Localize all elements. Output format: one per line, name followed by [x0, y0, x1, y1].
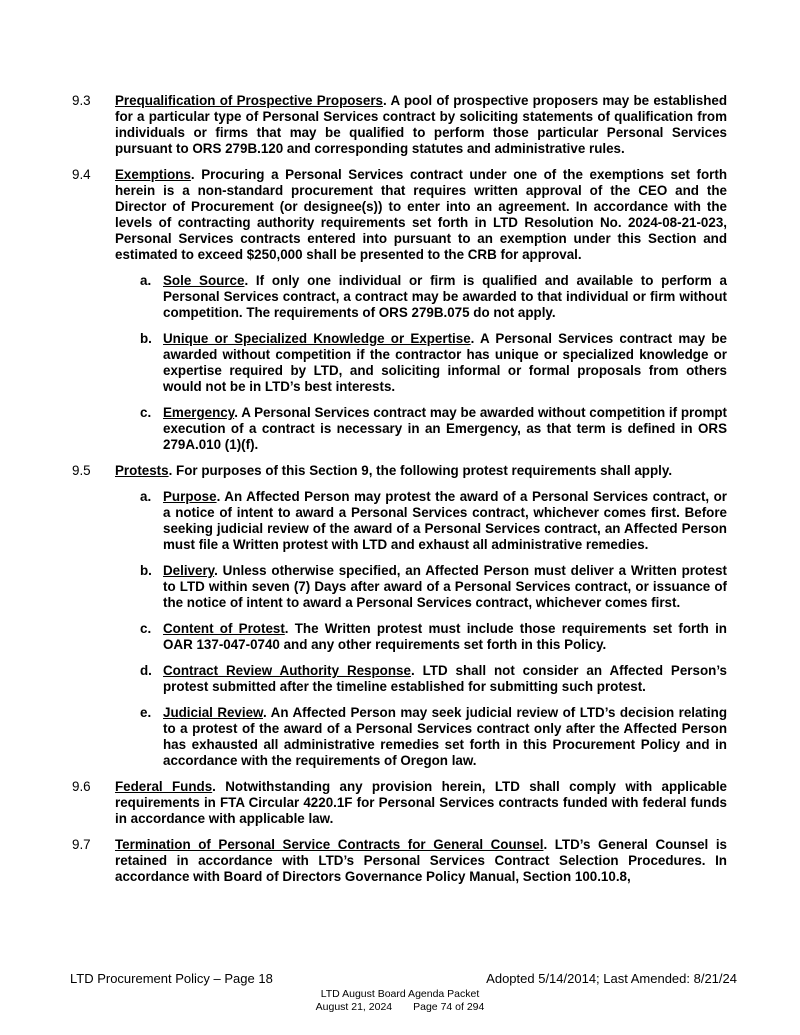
packet-title: LTD August Board Agenda Packet [320, 988, 480, 1000]
subitem-letter: a. [140, 273, 152, 288]
section-9-5 [72, 463, 727, 769]
subitem-c [140, 621, 727, 653]
subitem-a [140, 489, 727, 553]
section-9-4 [72, 167, 727, 453]
subitem-heading: Unique or Specialized Knowledge or Expertise [163, 331, 471, 346]
policy-body [72, 93, 727, 895]
subitem-heading: Sole Source [163, 273, 245, 288]
subitem-paragraph [163, 621, 727, 653]
section-paragraph [115, 779, 727, 827]
footer-doc-title: LTD Procurement Policy – Page 18 [70, 971, 273, 986]
subitem-heading: Contract Review Authority Response [163, 663, 411, 678]
subitem-text: . Unless otherwise specified, an Affected Person must deliver a Written protest to LTD within seven (7) Days after award of a Personal Services contract, or issuance of the notice of intent to award a Personal Services contract, whichever comes first. [163, 563, 727, 610]
subitem-letter: c. [140, 405, 152, 420]
section-number: 9.3 [72, 93, 91, 108]
section-text: . LTD’s General Counsel is retained in accordance with LTD’s Personal Services Contract Selection Procedures. In accordance with Board of Directors Governance Policy Manual, Section 100.10.8, [115, 837, 727, 884]
subitem-text: . A Personal Services contract may be awarded without competition if prompt execution of a contract is necessary in an Emergency, as that term is defined in ORS 279A.010 (1)(f). [163, 405, 727, 452]
subitem-letter: b. [140, 331, 152, 346]
section-heading: Prequalification of Prospective Proposers [115, 93, 383, 108]
subitem-c [140, 405, 727, 453]
packet-date: August 21, 2024 [315, 1000, 393, 1013]
subitem-d [140, 663, 727, 695]
section-number: 9.5 [72, 463, 91, 478]
section-9-6 [72, 779, 727, 827]
subitem-text: . LTD shall not consider an Affected Person’s protest submitted after the timeline established for submitting such protest. [163, 663, 727, 694]
section-heading: Federal Funds [115, 779, 213, 794]
section-heading: Termination of Personal Service Contracts for General Counsel [115, 837, 544, 852]
subitem-text: . An Affected Person may seek judicial review of LTD’s decision relating to a protest of the award of a Personal Services contract only after the Affected Person has exhausted all administrative remedies set forth in this Procurement Policy and in accordance with the requirements of Oregon law. [163, 705, 727, 768]
subitem-letter: e. [140, 705, 152, 720]
subitem-e [140, 705, 727, 769]
subitem-a [140, 273, 727, 321]
section-heading: Exemptions [115, 167, 191, 182]
subitem-text: . If only one individual or firm is qualified and available to perform a Personal Services contract, a contract may be awarded to that individual or firm without competition. The requirements of ORS 279B.075 do not apply. [163, 273, 727, 320]
section-9-3 [72, 93, 727, 157]
subitem-paragraph [163, 563, 727, 611]
subitem-paragraph [163, 273, 727, 321]
subitem-text: . A Personal Services contract may be awarded without competition if the contractor has unique or specialized knowledge or expertise required by LTD, and soliciting informal or formal proposals from others would not be in LTD’s best interests. [163, 331, 727, 394]
subitem-paragraph [163, 663, 727, 695]
subitem-heading: Judicial Review [163, 705, 263, 720]
subitem-heading: Delivery [163, 563, 215, 578]
section-number: 9.4 [72, 167, 91, 182]
section-number: 9.6 [72, 779, 91, 794]
subitem-paragraph [163, 705, 727, 769]
packet-page-number: Page 74 of 294 [413, 1000, 485, 1013]
section-text: . Notwithstanding any provision herein, LTD shall comply with applicable requirements in FTA Circular 4220.1F for Personal Services contracts funded with federal funds in accordance with applicable law. [115, 779, 727, 826]
packet-footer [0, 988, 800, 1013]
subitem-heading: Emergency [163, 405, 235, 420]
footer-adoption-info: Adopted 5/14/2014; Last Amended: 8/21/24 [486, 971, 737, 986]
section-number: 9.7 [72, 837, 91, 852]
section-9-7 [72, 837, 727, 885]
subitem-b [140, 563, 727, 611]
subitem-letter: d. [140, 663, 152, 678]
subitem-heading: Content of Protest [163, 621, 285, 636]
section-text: . For purposes of this Section 9, the following protest requirements shall apply. [168, 463, 673, 478]
subitem-text: . The Written protest must include those requirements set forth in OAR 137-047-0740 and any other requirements set forth in this Policy. [163, 621, 727, 652]
page-footer [70, 971, 737, 986]
section-paragraph [115, 93, 727, 157]
subitem-text: . An Affected Person may protest the award of a Personal Services contract, or a notice of intent to award a Personal Services contract, whichever comes first. Before seeking judicial review of the award of a Personal Services contract, an Affected Person must file a Written protest with LTD and exhaust all administrative remedies. [163, 489, 727, 552]
section-paragraph [115, 463, 727, 479]
section-text: . A pool of prospective proposers may be established for a particular type of Personal Services contract by soliciting statements of qualification from individuals or firms that may be qualified to perform those particular Personal Services pursuant to ORS 279B.120 and corresponding statutes and administrative rules. [115, 93, 727, 156]
subitem-letter: c. [140, 621, 152, 636]
subitem-paragraph [163, 331, 727, 395]
subitem-b [140, 331, 727, 395]
section-paragraph [115, 837, 727, 885]
subitem-letter: a. [140, 489, 152, 504]
subitem-heading: Purpose [163, 489, 217, 504]
subitem-paragraph [163, 405, 727, 453]
section-paragraph [115, 167, 727, 263]
section-text: . Procuring a Personal Services contract under one of the exemptions set forth herein is a non-standard procurement that requires written approval of the CEO and the Director of Procurement (or designee(s)) to enter into an agreement. In accordance with the levels of contracting authority requirements set forth in LTD Resolution No. 2024-08-21-023, Personal Services contracts entered into pursuant to an exemption under this Section and estimated to exceed $250,000 shall be presented to the CRB for approval. [115, 167, 727, 262]
subitem-letter: b. [140, 563, 152, 578]
section-heading: Protests [115, 463, 169, 478]
subitem-paragraph [163, 489, 727, 553]
